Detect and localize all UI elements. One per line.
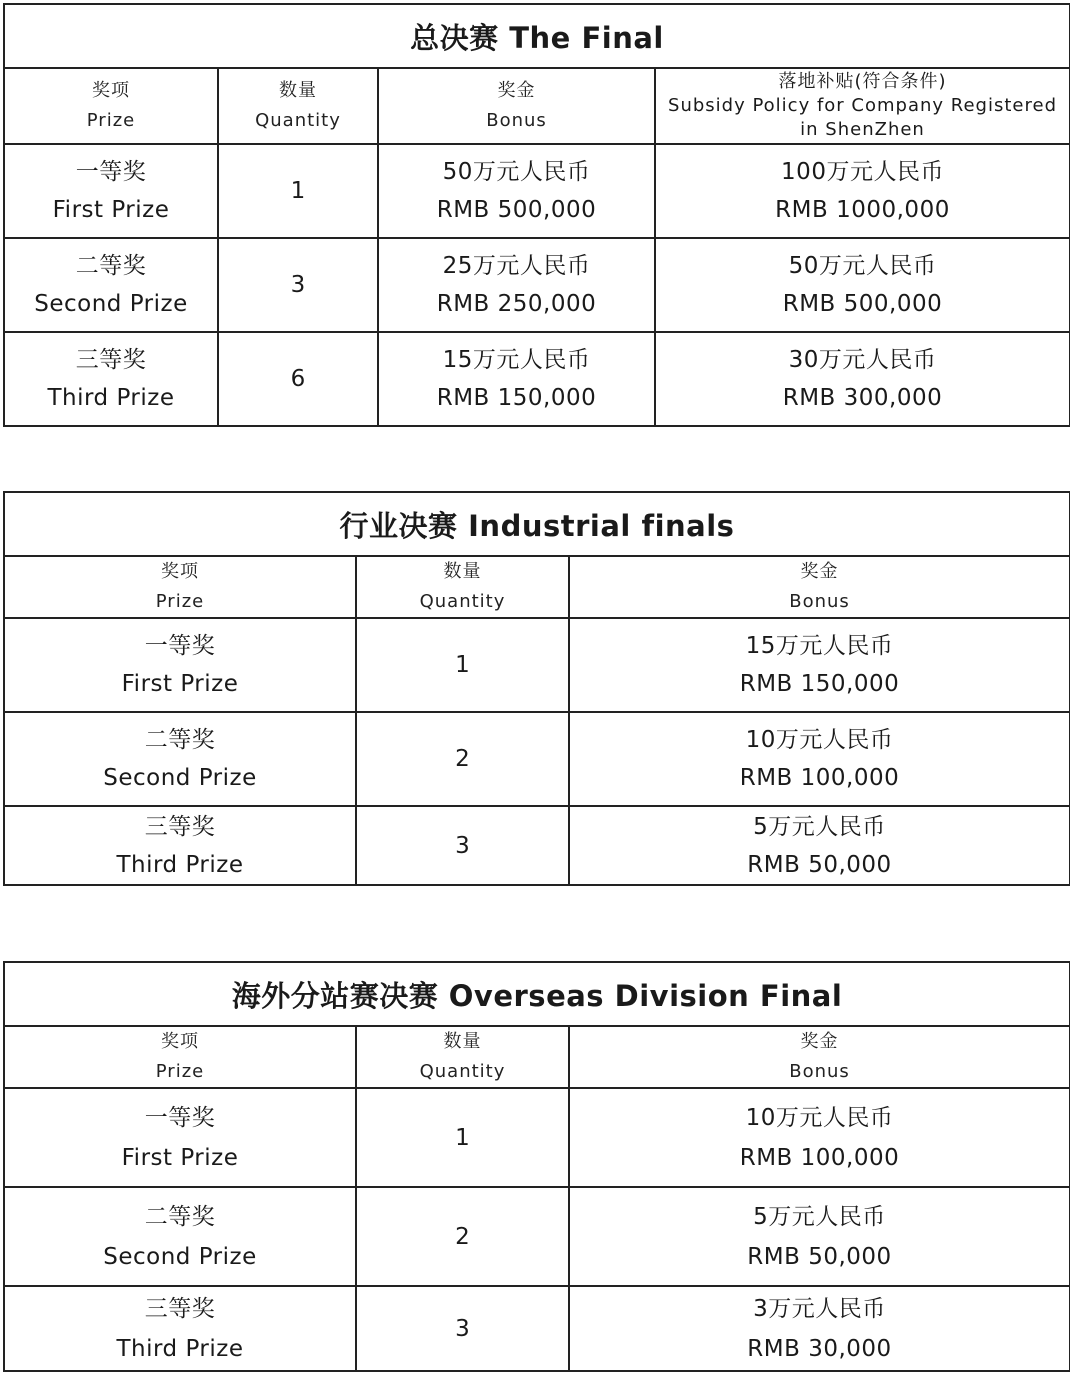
table-row — [4, 238, 1070, 332]
bonus-cell — [569, 806, 1070, 885]
prize-cell — [4, 1286, 356, 1371]
cell-text-line: Third Prize — [116, 1335, 244, 1362]
cell-text-line: Prize — [155, 591, 205, 612]
cell-text-line: 一等奖 — [144, 633, 216, 659]
cell-text-line: 5万元人民币 — [753, 813, 886, 840]
cell-text-line: Subsidy Policy for Company Registered in ShenZhen — [668, 95, 1057, 140]
header-bonus — [378, 68, 655, 144]
bonus-cell — [569, 1286, 1070, 1371]
cell-text-line: First Prize — [121, 671, 239, 697]
bonus-cell — [378, 238, 655, 332]
table-row — [4, 1286, 1070, 1371]
prize-cell — [4, 618, 356, 712]
quantity-cell: 3 — [356, 1286, 569, 1371]
cell-text-line: 一等奖 — [144, 1104, 216, 1131]
cell-text-line: 3万元人民币 — [753, 1295, 886, 1322]
cell-text-line: RMB 100,000 — [739, 765, 900, 791]
table-row — [4, 712, 1070, 806]
prize-cell — [4, 712, 356, 806]
cell-text-line: 50万元人民币 — [788, 253, 937, 279]
cell-text-line: 三等奖 — [144, 813, 216, 840]
cell-text-line: Bonus — [789, 591, 850, 612]
cell-text-line: 数量 — [443, 1031, 482, 1052]
cell-text-line: 二等奖 — [75, 253, 147, 279]
cell-text-line: Quantity — [419, 1061, 506, 1082]
header-prize — [4, 68, 218, 144]
quantity-cell: 3 — [218, 238, 378, 332]
header-prize — [4, 1026, 356, 1088]
header-subsidy — [655, 68, 1070, 144]
bonus-cell — [569, 712, 1070, 806]
overseas-prize-table — [3, 961, 1070, 1372]
cell-text-line: 奖项 — [161, 1031, 199, 1052]
header-quantity — [218, 68, 378, 144]
cell-text-line: RMB 250,000 — [436, 291, 597, 317]
prize-cell — [4, 806, 356, 885]
cell-text-line: RMB 150,000 — [739, 671, 900, 697]
cell-text-line: 奖项 — [92, 80, 130, 101]
table-row — [4, 1088, 1070, 1187]
header-bonus — [569, 556, 1070, 618]
cell-text-line: RMB 1000,000 — [775, 197, 950, 223]
cell-text-line: 奖项 — [161, 561, 199, 582]
cell-text-line: 数量 — [443, 561, 482, 582]
cell-text-line: 50万元人民币 — [442, 159, 591, 185]
subsidy-cell — [655, 238, 1070, 332]
header-prize — [4, 556, 356, 618]
cell-text-line: First Prize — [121, 1144, 239, 1171]
header-quantity — [356, 556, 569, 618]
table-row — [4, 1187, 1070, 1286]
cell-text-line: Quantity — [419, 591, 506, 612]
cell-text-line: 二等奖 — [144, 727, 216, 753]
cell-text-line: Third Prize — [116, 851, 244, 878]
cell-text-line: RMB 500,000 — [436, 197, 597, 223]
cell-text-line: 100万元人民币 — [781, 159, 944, 185]
prize-cell — [4, 1088, 356, 1187]
table-title: 行业决赛 Industrial finals — [4, 492, 1070, 556]
cell-text-line: 15万元人民币 — [745, 633, 894, 659]
cell-text-line: Bonus — [789, 1061, 850, 1082]
cell-text-line: 二等奖 — [144, 1203, 216, 1230]
cell-text-line: Prize — [86, 110, 136, 131]
bonus-cell — [378, 332, 655, 426]
industrial-prize-table — [3, 491, 1070, 886]
cell-text-line: RMB 100,000 — [739, 1144, 900, 1171]
cell-text-line: Prize — [155, 1061, 205, 1082]
bonus-cell — [569, 1088, 1070, 1187]
cell-text-line: Second Prize — [103, 1243, 257, 1270]
subsidy-cell — [655, 144, 1070, 238]
cell-text-line: Bonus — [486, 110, 547, 131]
cell-text-line: 奖金 — [800, 561, 839, 582]
cell-text-line: 落地补贴(符合条件) — [778, 71, 947, 92]
cell-text-line: 10万元人民币 — [745, 1104, 894, 1131]
prize-cell — [4, 144, 218, 238]
table-row — [4, 332, 1070, 426]
cell-text-line: 30万元人民币 — [788, 347, 937, 373]
quantity-cell: 6 — [218, 332, 378, 426]
quantity-cell: 2 — [356, 1187, 569, 1286]
cell-text-line: 15万元人民币 — [442, 347, 591, 373]
quantity-cell: 1 — [356, 618, 569, 712]
bonus-cell — [569, 618, 1070, 712]
quantity-cell: 3 — [356, 806, 569, 885]
cell-text-line: Second Prize — [103, 765, 257, 791]
table-row — [4, 806, 1070, 885]
cell-text-line: 三等奖 — [144, 1295, 216, 1322]
cell-text-line: 5万元人民币 — [753, 1203, 886, 1230]
bonus-cell — [569, 1187, 1070, 1286]
cell-text-line: Third Prize — [47, 385, 175, 411]
cell-text-line: 10万元人民币 — [745, 727, 894, 753]
cell-text-line: RMB 150,000 — [436, 385, 597, 411]
prize-cell — [4, 332, 218, 426]
header-quantity — [356, 1026, 569, 1088]
cell-text-line: First Prize — [52, 197, 170, 223]
final-prize-table — [3, 3, 1070, 427]
cell-text-line: 三等奖 — [75, 347, 147, 373]
cell-text-line: 25万元人民币 — [442, 253, 591, 279]
table-row — [4, 144, 1070, 238]
cell-text-line: 一等奖 — [75, 159, 147, 185]
cell-text-line: 奖金 — [497, 80, 536, 101]
table-title: 海外分站赛决赛 Overseas Division Final — [4, 962, 1070, 1026]
bonus-cell — [378, 144, 655, 238]
prize-cell — [4, 1187, 356, 1286]
cell-text-line: RMB 300,000 — [782, 385, 943, 411]
quantity-cell: 1 — [218, 144, 378, 238]
quantity-cell: 1 — [356, 1088, 569, 1187]
subsidy-cell — [655, 332, 1070, 426]
cell-text-line: 数量 — [279, 80, 317, 101]
cell-text-line: 奖金 — [800, 1031, 839, 1052]
cell-text-line: RMB 50,000 — [747, 851, 892, 878]
cell-text-line: Second Prize — [34, 291, 188, 317]
table-row — [4, 618, 1070, 712]
cell-text-line: RMB 50,000 — [747, 1243, 892, 1270]
header-bonus — [569, 1026, 1070, 1088]
prize-cell — [4, 238, 218, 332]
table-title: 总决赛 The Final — [4, 4, 1070, 68]
quantity-cell: 2 — [356, 712, 569, 806]
cell-text-line: RMB 30,000 — [747, 1335, 892, 1362]
cell-text-line: Quantity — [255, 110, 341, 131]
cell-text-line: RMB 500,000 — [782, 291, 943, 317]
